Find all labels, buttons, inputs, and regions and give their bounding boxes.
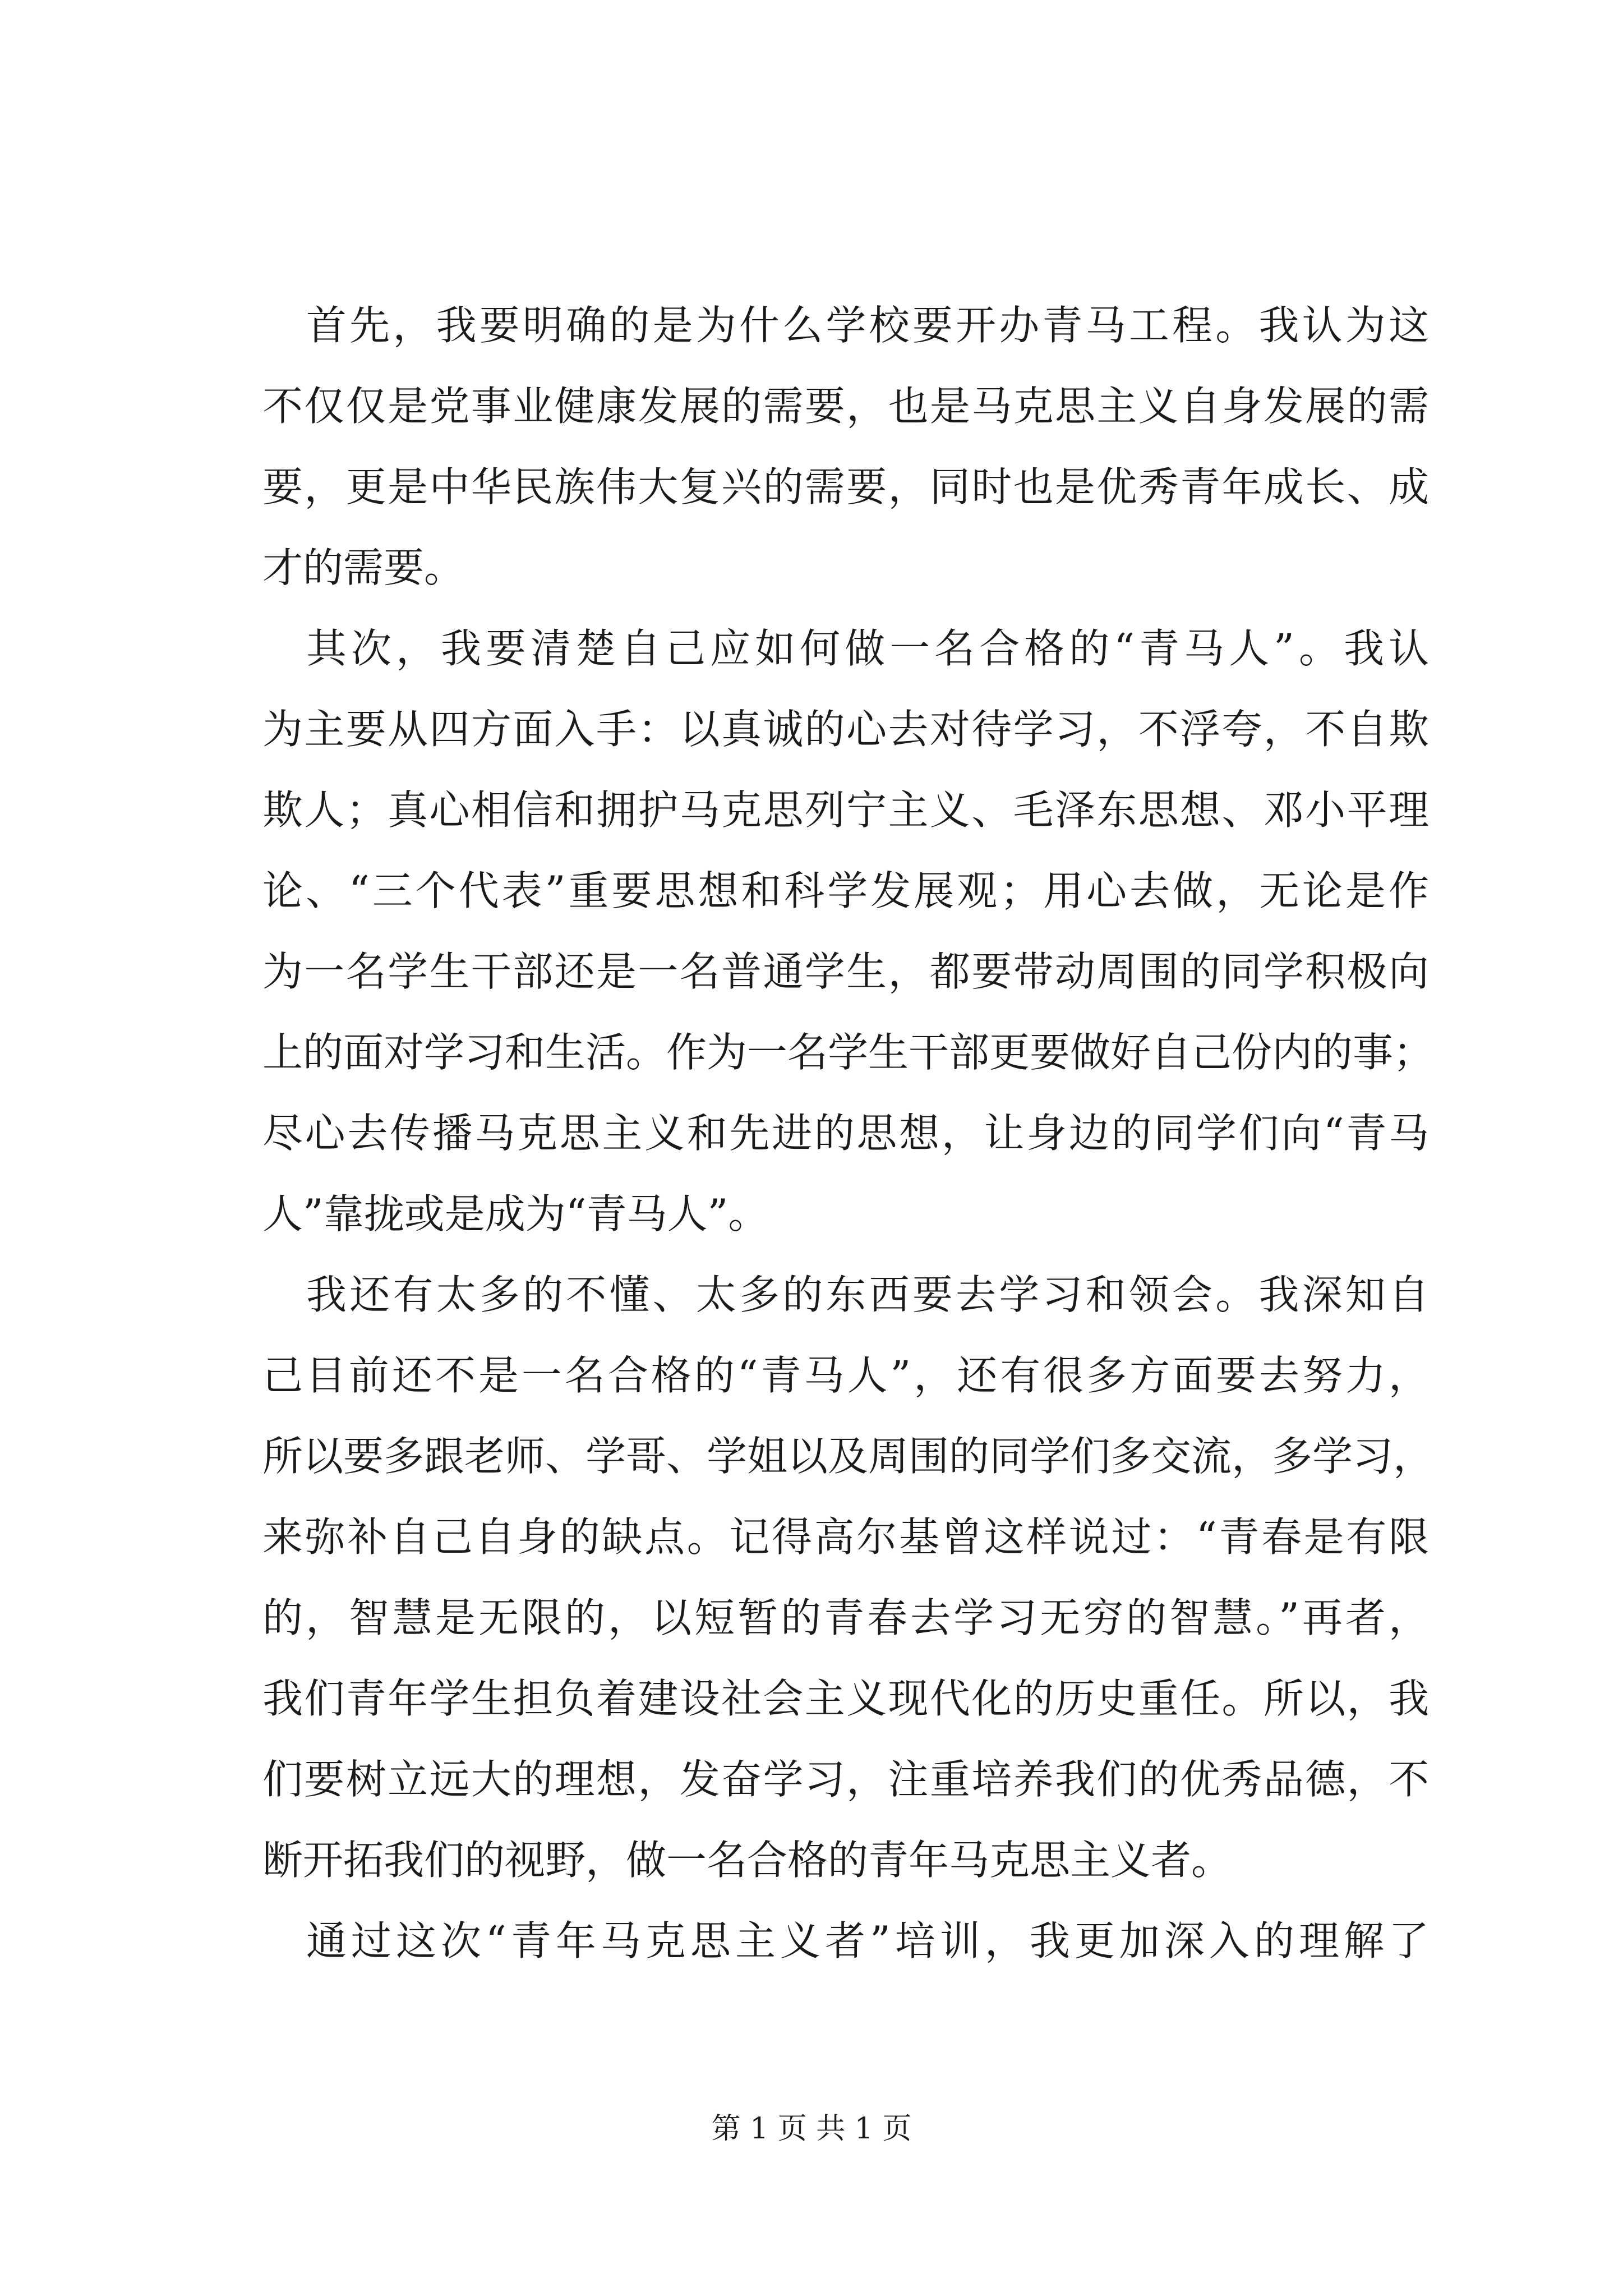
paragraph-2-line-8: 人”靠拢或是成为“青马人”。 <box>262 1190 769 1237</box>
paragraph-2-line-5: 为一名学生干部还是一名普通学生，都要带动周围的同学积极向 <box>262 948 1429 995</box>
paragraph-1-line-2: 不仅仅是党事业健康发展的需要，也是马克思主义自身发展的需 <box>262 383 1429 430</box>
paragraph-3-line-7: 们要树立远大的理想，发奋学习，注重培养我们的优秀品德，不 <box>262 1756 1429 1803</box>
paragraph-2-line-6: 上的面对学习和生活。作为一名学生干部更要做好自己份内的事； <box>262 1029 1434 1076</box>
page-number-footer: 第 1 页 共 1 页 <box>711 2112 912 2146</box>
paragraph-3-line-4: 来弥补自己自身的缺点。记得高尔基曾这样说过：“青春是有限 <box>262 1513 1429 1561</box>
paragraph-1-line-1: 首先，我要明确的是为什么学校要开办青马工程。我认为这 <box>306 302 1429 349</box>
paragraph-1-line-3: 要，更是中华民族伟大复兴的需要，同时也是优秀青年成长、成 <box>262 463 1429 510</box>
paragraph-4-line-1: 通过这次“青年马克思主义者”培训，我更加深入的理解了 <box>306 1917 1429 1964</box>
paragraph-2-line-3: 欺人；真心相信和拥护马克思列宁主义、毛泽东思想、邓小平理 <box>262 786 1429 834</box>
paragraph-3-line-1: 我还有太多的不懂、太多的东西要去学习和领会。我深知自 <box>306 1271 1429 1318</box>
paragraph-3-line-3: 所以要多跟老师、学哥、学姐以及周围的同学们多交流，多学习， <box>262 1433 1434 1480</box>
paragraph-2-line-2: 为主要从四方面入手：以真诚的心去对待学习，不浮夸，不自欺 <box>262 706 1429 753</box>
paragraph-3-line-2: 己目前还不是一名合格的“青马人”，还有很多方面要去努力， <box>262 1352 1429 1399</box>
paragraph-2-line-1: 其次，我要清楚自己应如何做一名合格的“青马人”。我认 <box>306 625 1429 672</box>
paragraph-3-line-8: 断开拓我们的视野，做一名合格的青年马克思主义者。 <box>262 1837 1232 1884</box>
paragraph-2-line-4: 论、“三个代表”重要思想和科学发展观；用心去做，无论是作 <box>262 867 1429 914</box>
paragraph-3-line-5: 的，智慧是无限的，以短暂的青春去学习无穷的智慧。”再者， <box>262 1594 1429 1641</box>
paragraph-1-line-4: 才的需要。 <box>262 544 465 591</box>
paragraph-2-line-7: 尽心去传播马克思主义和先进的思想，让身边的同学们向“青马 <box>262 1110 1429 1157</box>
paragraph-3-line-6: 我们青年学生担负着建设社会主义现代化的历史重任。所以，我 <box>262 1675 1429 1722</box>
